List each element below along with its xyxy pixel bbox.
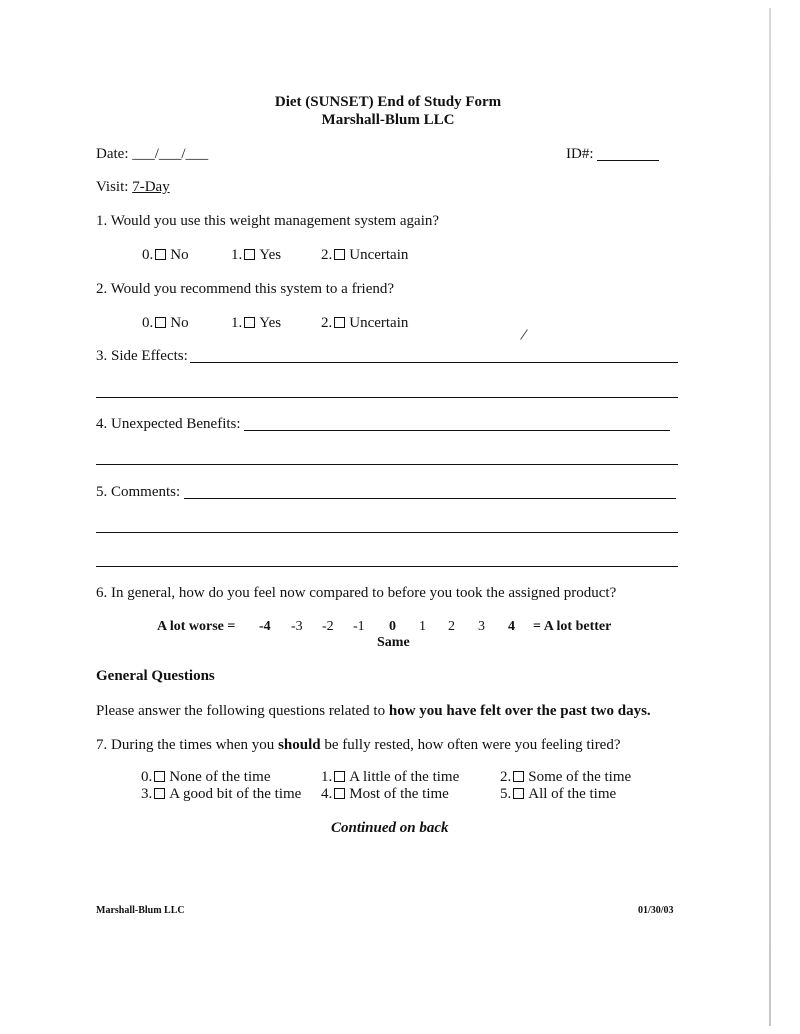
- q7-option-label: Some of the time: [528, 769, 632, 785]
- q2-option-yes-label: Yes: [259, 315, 282, 331]
- scale-value[interactable]: 4: [508, 619, 515, 634]
- checkbox-icon[interactable]: [244, 249, 255, 260]
- q5-answer-line-3[interactable]: [96, 566, 678, 567]
- scale-value[interactable]: 1: [419, 619, 426, 634]
- q1-option-no-num: 0.: [142, 247, 154, 263]
- question-4: 4. Unexpected Benefits:: [96, 416, 241, 432]
- question-5: 5. Comments:: [96, 484, 181, 500]
- q5-answer-line-1[interactable]: [184, 498, 676, 499]
- q7-option-4[interactable]: [321, 786, 449, 803]
- q7-option-1[interactable]: [321, 769, 459, 786]
- stray-pen-mark: [520, 329, 528, 339]
- q1-option-yes[interactable]: [231, 247, 281, 264]
- q7-option-label: A good bit of the time: [169, 786, 302, 802]
- checkbox-icon[interactable]: [334, 788, 345, 799]
- page-edge: [769, 8, 771, 1026]
- q7-option-num: 2.: [500, 769, 512, 785]
- scale-value[interactable]: 2: [448, 619, 455, 634]
- q2-option-no-num: 0.: [142, 315, 154, 331]
- q3-answer-line-1[interactable]: [190, 362, 678, 363]
- scale-right-label: = A lot better: [533, 619, 612, 634]
- scale-value[interactable]: -2: [322, 619, 334, 634]
- general-instruction-text: Please answer the following questions related to: [96, 703, 389, 719]
- q1-option-yes-num: 1.: [231, 247, 243, 263]
- general-questions-heading: General Questions: [96, 668, 215, 684]
- date-field[interactable]: [96, 146, 208, 163]
- q2-option-uncertain[interactable]: [321, 315, 408, 332]
- q5-answer-line-2[interactable]: [96, 532, 678, 533]
- q4-answer-line-1[interactable]: [244, 430, 670, 431]
- q7-option-0[interactable]: [141, 769, 270, 786]
- q7-option-num: 1.: [321, 769, 333, 785]
- q7-option-num: 5.: [500, 786, 512, 802]
- q2-option-no-label: No: [170, 315, 189, 331]
- q7-option-num: 0.: [141, 769, 153, 785]
- q1-option-no[interactable]: [142, 247, 189, 264]
- checkbox-icon[interactable]: [334, 249, 345, 260]
- q7-option-num: 3.: [141, 786, 153, 802]
- id-blank: [597, 146, 659, 161]
- q7-option-label: All of the time: [528, 786, 617, 802]
- q7-option-label: Most of the time: [349, 786, 449, 802]
- footer-company: Marshall-Blum LLC: [96, 905, 185, 916]
- question-6: 6. In general, how do you feel now compared to before you took the assigned product?: [96, 585, 617, 601]
- checkbox-icon[interactable]: [513, 771, 524, 782]
- date-label: Date:: [96, 146, 129, 162]
- checkbox-icon[interactable]: [155, 317, 166, 328]
- q7-text-emphasis: should: [278, 737, 321, 753]
- question-1: 1. Would you use this weight management system again?: [96, 213, 440, 229]
- question-2: 2. Would you recommend this system to a friend?: [96, 281, 395, 297]
- q2-option-yes-num: 1.: [231, 315, 243, 331]
- checkbox-icon[interactable]: [155, 249, 166, 260]
- checkbox-icon[interactable]: [334, 771, 345, 782]
- q2-option-uncertain-num: 2.: [321, 315, 333, 331]
- q7-option-num: 4.: [321, 786, 333, 802]
- checkbox-icon[interactable]: [334, 317, 345, 328]
- checkbox-icon[interactable]: [154, 771, 165, 782]
- q4-answer-line-2[interactable]: [96, 464, 678, 465]
- id-label: ID#:: [566, 146, 594, 162]
- visit-label: Visit:: [96, 179, 129, 195]
- question-7: [96, 737, 621, 754]
- scale-center-label: Same: [377, 635, 410, 650]
- checkbox-icon[interactable]: [154, 788, 165, 799]
- q7-option-3[interactable]: [141, 786, 301, 803]
- q7-text-end: be fully rested, how often were you feeling tired?: [320, 737, 621, 753]
- scale-value[interactable]: 0: [389, 619, 396, 634]
- q1-option-no-label: No: [170, 247, 189, 263]
- visit-row: [96, 179, 170, 196]
- q1-option-uncertain-num: 2.: [321, 247, 333, 263]
- q1-option-uncertain-label: Uncertain: [349, 247, 409, 263]
- scale-left-label: A lot worse =: [157, 619, 236, 634]
- q2-option-yes[interactable]: [231, 315, 281, 332]
- visit-value: 7-Day: [132, 179, 170, 195]
- scale-value[interactable]: 3: [478, 619, 485, 634]
- continued-note: Continued on back: [331, 820, 449, 836]
- general-instruction-emphasis: how you have felt over the past two days.: [388, 703, 651, 719]
- id-field[interactable]: [566, 146, 659, 163]
- checkbox-icon[interactable]: [513, 788, 524, 799]
- q1-option-yes-label: Yes: [259, 247, 282, 263]
- q7-option-label: A little of the time: [349, 769, 460, 785]
- q1-option-uncertain[interactable]: [321, 247, 408, 264]
- q2-option-uncertain-label: Uncertain: [349, 315, 409, 331]
- scale-value[interactable]: -4: [259, 619, 271, 634]
- q7-option-label: None of the time: [169, 769, 271, 785]
- general-instruction: [96, 703, 651, 720]
- date-blank: ___/___/___: [132, 146, 209, 162]
- q7-text-start: 7. During the times when you: [96, 737, 279, 753]
- footer-date: 01/30/03: [638, 905, 674, 916]
- scale-value[interactable]: -3: [291, 619, 303, 634]
- question-3: 3. Side Effects:: [96, 348, 188, 364]
- checkbox-icon[interactable]: [244, 317, 255, 328]
- q2-option-no[interactable]: [142, 315, 189, 332]
- q3-answer-line-2[interactable]: [96, 397, 678, 398]
- form-subtitle: Marshall-Blum LLC: [321, 112, 455, 128]
- form-title: Diet (SUNSET) End of Study Form: [274, 94, 502, 110]
- q7-option-5[interactable]: [500, 786, 616, 803]
- scale-value[interactable]: -1: [353, 619, 365, 634]
- q7-option-2[interactable]: [500, 769, 631, 786]
